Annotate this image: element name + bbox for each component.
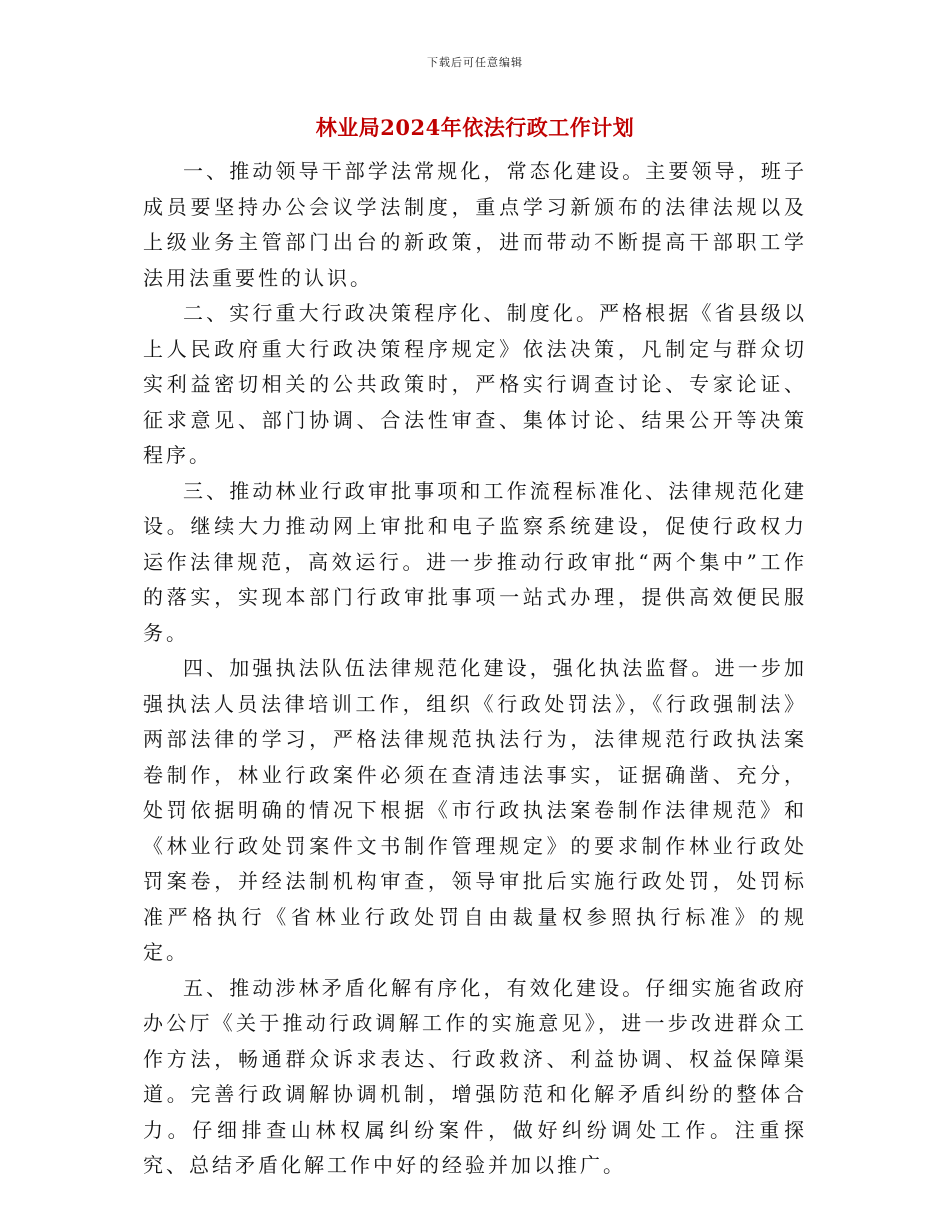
document-body — [143, 154, 807, 1184]
paragraph-4: 四、加强执法队伍法律规范化建设，强化执法监督。进一步加强执法人员法律培训工作，组织《行政处罚法》，《行政强制法》两部法律的学习，严格法律规范执法行为，法律规范行政执法案卷制作，林业行政案件必须在查清违法事实，证据确凿、充分，处罚依据明确的情况下根据《市行政执法案卷制作法律规范》和《林业行政处罚案件文书制作管理规定》的要求制作林业行政处罚案卷，并经法制机构审查，领导审批后实施行政处罚，处罚标准严格执行《省林业行政处罚自由裁量权参照执行标准》的规定。 — [143, 656, 807, 964]
paragraph-2: 二、实行重大行政决策程序化、制度化。严格根据《省县级以上人民政府重大行政决策程序规定》依法决策，凡制定与群众切实利益密切相关的公共政策时，严格实行调查讨论、专家论证、征求意见、部门协调、合法性审查、集体讨论、结果公开等决策程序。 — [143, 301, 807, 467]
header-note: 下载后可任意编辑 — [427, 56, 523, 69]
paragraph-1: 一、推动领导干部学法常规化，常态化建设。主要领导，班子成员要坚持办公会议学法制度，重点学习新颁布的法律法规以及上级业务主管部门出台的新政策，进而带动不断提高干部职工学法用法重要性的认识。 — [143, 159, 807, 290]
document-title: 林业局2024年依法行政工作计划 — [315, 115, 635, 140]
paragraph-5: 五、推动涉林矛盾化解有序化，有效化建设。仔细实施省政府办公厅《关于推动行政调解工作的实施意见》，进一步改进群众工作方法，畅通群众诉求表达、行政救济、利益协调、权益保障渠道。完善行政调解协调机制，增强防范和化解矛盾纠纷的整体合力。仔细排查山林权属纠纷案件，做好纠纷调处工作。注重探究、总结矛盾化解工作中好的经验并加以推广。 — [143, 975, 807, 1177]
paragraph-3: 三、推动林业行政审批事项和工作流程标准化、法律规范化建设。继续大力推动网上审批和电子监察系统建设，促使行政权力运作法律规范，高效运行。进一步推动行政审批“两个集中”工作的落实，实现本部门行政审批事项一站式办理，提供高效便民服务。 — [143, 478, 807, 645]
